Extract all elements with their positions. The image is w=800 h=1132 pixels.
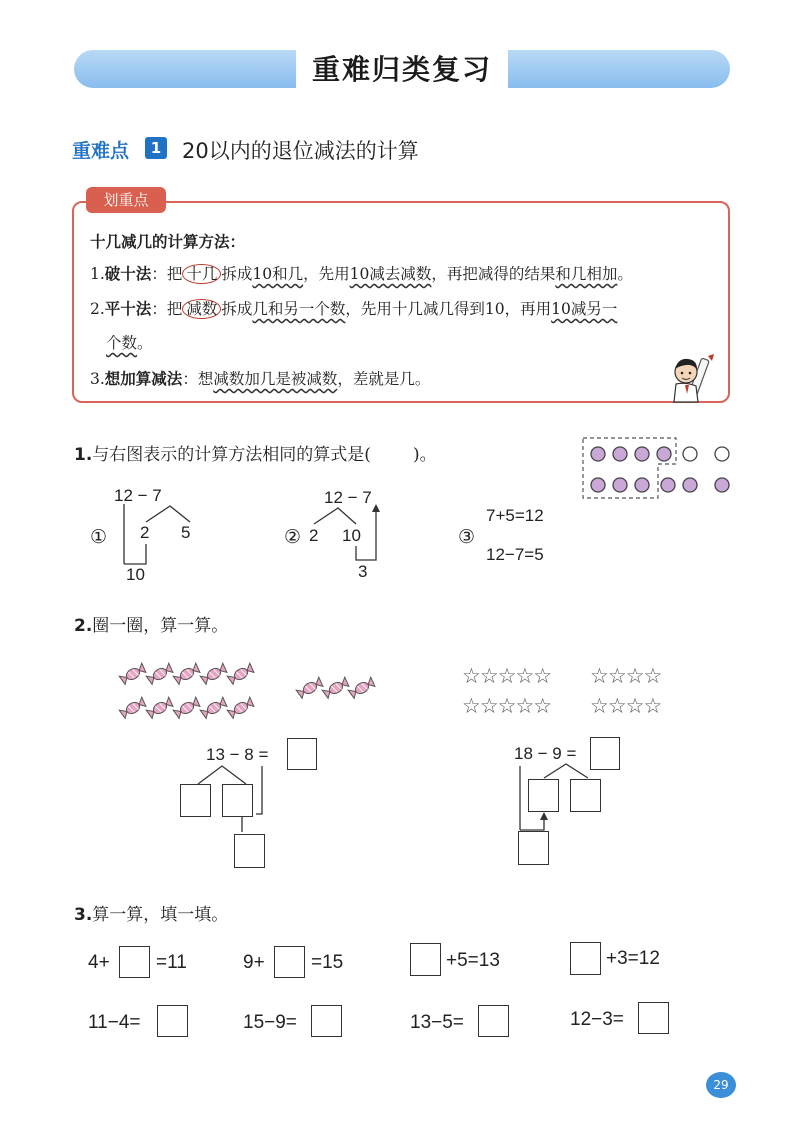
q1-option-2-top: 12 − 7 (324, 488, 372, 507)
method-1-name: 破十法 (104, 265, 152, 283)
method-1-text-f: ，再把减得的结果 (431, 265, 556, 283)
q3-r1-1-pre: 4+ (88, 952, 110, 973)
method-1-circled: 十几 (182, 264, 221, 284)
q2-stars-row1-right: ☆☆☆☆ (590, 664, 662, 688)
q3-r1-2-pre: 9+ (243, 952, 265, 973)
q3-number: 3. (74, 905, 93, 925)
method-2-text-g: 。 (137, 334, 153, 352)
method-2-text-b: 拆成 (221, 300, 253, 318)
boy-pencil-illustration (664, 352, 720, 410)
q1-text-end: )。 (412, 445, 437, 465)
method-1-text-d: ，先用 (303, 265, 350, 283)
page-title: 重难归类复习 (296, 46, 508, 94)
q3-r1-2-box[interactable] (274, 946, 305, 978)
method-2-name: 平十法 (104, 300, 152, 318)
key-point-number: 1 (145, 137, 167, 159)
q2-expr-1-split-box-2[interactable] (222, 784, 253, 817)
candy-icon (173, 697, 201, 719)
q2-expr-2-split-box-1[interactable] (528, 779, 559, 812)
method-heading (90, 230, 245, 252)
method-2-text-a: ：把 (151, 300, 183, 318)
q3-r2-4-box[interactable] (638, 1002, 669, 1034)
q3-r2-2-pre: 15−9= (243, 1012, 297, 1033)
q3-r2-3-pre: 13−5= (410, 1012, 464, 1033)
method-3-text-a: ：想 (182, 370, 214, 388)
method-2-num: 2. (90, 300, 105, 318)
key-note-tag: 划重点 (86, 187, 166, 213)
candy-icon (296, 677, 324, 699)
q1-option-2-diagram (300, 500, 390, 570)
q2-stars-row2-right: ☆☆☆☆ (590, 694, 662, 718)
q3-r1-1-post: =11 (156, 952, 187, 973)
method-1-text-c: 10和几 (252, 265, 304, 283)
q3-r1-2-post: =15 (311, 952, 344, 973)
q1-option-1-bottom: 10 (126, 565, 145, 584)
q1-option-2-bottom: 3 (358, 562, 368, 581)
q2-expr-1-split-box-1[interactable] (180, 784, 211, 817)
q2-text: 圈一圈，算一算。 (92, 616, 229, 636)
method-2-text-d: ，先用十几减几得到10，再用 (345, 300, 552, 318)
candy-icon (200, 697, 228, 719)
method-3-num: 3. (90, 370, 105, 388)
q2-expr-2-split-box-2[interactable] (570, 779, 601, 812)
method-2-text-e: 10减另一 (551, 300, 618, 318)
q1-title (74, 440, 437, 465)
method-2-cont (106, 331, 153, 353)
q1-number: 1. (74, 445, 93, 465)
method-3-text-c: ，差就是几。 (337, 370, 431, 388)
q1-option-2-mark[interactable]: ② (284, 527, 302, 548)
method-1-text-e: 10减去减数 (349, 265, 432, 283)
q1-option-1-top: 12 − 7 (114, 486, 162, 505)
q1-dots-figure (580, 434, 736, 504)
candy-icon (119, 697, 147, 719)
q1-option-3-line2: 12−7=5 (486, 545, 544, 564)
q3-r2-2-box[interactable] (311, 1005, 342, 1037)
method-2-text-c: 几和另一个数 (252, 300, 346, 318)
q3-r1-4-box[interactable] (570, 942, 601, 975)
q3-r1-1-box[interactable] (119, 946, 150, 978)
candy-icon (146, 697, 174, 719)
method-1-text-h: 。 (617, 265, 633, 283)
candy-icon (227, 697, 255, 719)
method-1-text-g: 和几相加 (555, 265, 618, 283)
q2-expr-1-result-box[interactable] (234, 834, 265, 868)
method-heading-text: 十几减几的计算方法： (90, 233, 246, 251)
method-2 (90, 297, 617, 319)
method-3-text-b: 减数加几是被减数 (213, 370, 338, 388)
q1-option-3-mark[interactable]: ③ (458, 527, 476, 548)
candy-icon (227, 663, 255, 685)
page-number: 29 (706, 1072, 736, 1098)
q1-text: 与右图表示的计算方法相同的算式是( (92, 445, 371, 465)
candy-icon (146, 663, 174, 685)
candy-icon (322, 677, 350, 699)
q3-r2-3-box[interactable] (478, 1005, 509, 1037)
q2-number: 2. (74, 616, 93, 636)
method-1-num: 1. (90, 265, 105, 283)
q2-expr-1: 13 − 8 = (206, 745, 269, 764)
q3-r2-4-pre: 12−3= (570, 1009, 624, 1030)
q2-expr-2-result-box[interactable] (518, 831, 549, 865)
method-3 (90, 367, 430, 389)
q1-option-2-a: 2 (309, 526, 319, 545)
method-1 (90, 262, 633, 284)
q2-stars-row2-left: ☆☆☆☆☆ (462, 694, 552, 718)
key-point-title: 20以内的退位减法的计算 (182, 139, 419, 163)
method-1-text-b: 拆成 (221, 265, 253, 283)
method-2-text-f: 个数 (106, 334, 138, 352)
q1-option-1-b: 5 (181, 523, 191, 542)
q1-option-3-line1: 7+5=12 (486, 506, 544, 525)
key-point-label: 重难点 (72, 140, 130, 162)
q3-r1-4-post: +3=12 (606, 948, 660, 969)
q1-option-1-diagram (110, 500, 200, 570)
q3-text: 算一算，填一填。 (92, 905, 229, 925)
candy-icon (348, 677, 376, 699)
method-1-text-a: ：把 (151, 265, 183, 283)
q3-r2-1-pre: 11−4= (88, 1012, 141, 1033)
candy-icon (200, 663, 228, 685)
q3-r2-1-box[interactable] (157, 1005, 188, 1037)
q2-expr-1-answer-box[interactable] (287, 738, 317, 770)
q3-title (74, 900, 228, 925)
q2-expr-2: 18 − 9 = (514, 744, 577, 763)
method-3-name: 想加算减法 (104, 370, 183, 388)
q2-title (74, 611, 228, 636)
q3-r1-3-box[interactable] (410, 943, 441, 976)
candy-icon (119, 663, 147, 685)
method-2-circled: 减数 (182, 299, 221, 319)
q3-r1-3-post: +5=13 (446, 950, 500, 971)
candy-icon (173, 663, 201, 685)
q1-option-2-b: 10 (342, 526, 361, 545)
q2-stars-row1-left: ☆☆☆☆☆ (462, 664, 552, 688)
q1-option-1-a: 2 (140, 523, 150, 542)
q2-candies-figure (118, 660, 378, 726)
q1-option-1-mark[interactable]: ① (90, 527, 108, 548)
